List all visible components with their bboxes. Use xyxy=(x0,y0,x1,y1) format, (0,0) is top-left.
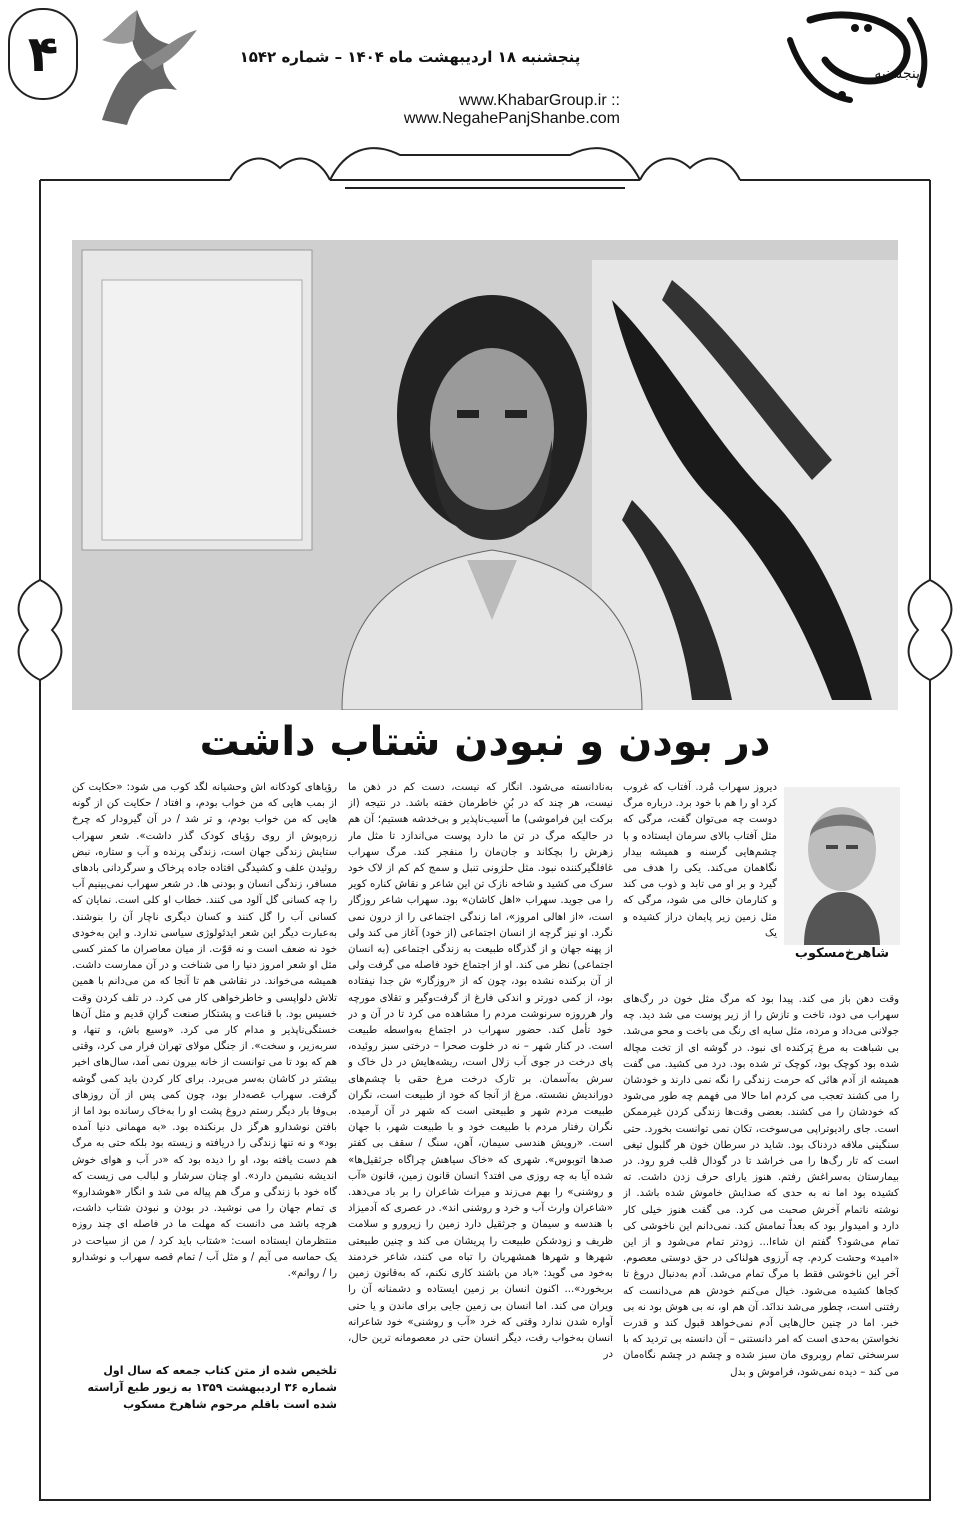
article-column-3 xyxy=(72,780,337,1360)
page-header xyxy=(0,0,970,130)
issue-date-line: پنجشنبه ۱۸ اردیبهشت ماه ۱۴۰۴ – شماره ۱۵۴۲ xyxy=(239,48,581,66)
negah-logo xyxy=(650,0,970,110)
author-caption: شاهرخ‌مسکوب xyxy=(794,946,890,961)
article-paragraph: به‌نادانسته می‌شود. انگار که نیست، دست کم در ذهن ما نیست، هر چند که در بُنِ خاطرمان خفته باشد. در نتیجه (از برکت این فراموشی) ما آسیب‌ناپذیر و بی‌خدشه هستیم؛ آن هم در حالیکه مرگ در تن ما دارد پوست می‌اندازد تا مثل مار زهرش را بچکاند و جان‌مان را منفجر کند. مرگ سهراب غافلگیرکننده نبود. مثل حلزونی تنبل و سمج کم کم از لاک خود سرک می کشید و شاخه نازک تن این شاعر و نقاش کناره کویر را می جوید. سهراب «اهل کاشان» بود. سهراب شاعر روزگار است، «از اهالی امروز»، اما زندگی اجتماعی را از درون نمی نگرد. او نیز گرچه از انسان اجتماعی (از خود) آغاز می کند ولی از پهنه جهان و از گذرگاه طبیعت به زندگی اجتماعی (به انسان اجتماعی) نظر می کند. او از اجتماع خود فاصله می گرفت ولی از آن برکنده نشده بود، چون که از «روزگار» ش جدا نیفتاده بود، از کمی دورتر و اندکی فارغ از گرفت‌وگیر و تقلای مورچه وار هرروزه سرنوشت مردم را مشاهده می کرد تا در آن و در خود تأمل کند. حضور سهراب در اجتماع به‌واسطه طبیعت است. در کنار شهر – نه در خلوت صحرا – درختی سبز روئیده، پای درخت در جوی آب زلال است، ریشه‌هایش در دل خاک و سرش به‌آسمان. بر تارک درخت مرغ حقی با چشم‌های دوراندیش نشسته. مرغ از آنجا که خود از طبیعت است، نگران طبیعت مردم شهر و طبیعتی است که شهر در آن آرمیده. نگران رفتار مردم با طبیعت خود و با طبیعت شهر، با جهان است. «رویش هندسی سیمان، آهن، سنگ / سقف بی کفتر صدها اتوبوس». شهری که «خاک سیاهش چراگاه جرثقیل‌ها» شده آیا به چه روزی می افتد؟ انسان قانون زمین، قانون «آب و روشنی» را بهم می‌زند و میراث شاعران را بر باد می‌دهد. «شاعران وارث آب و خرد و روشنی اند». در عصری که آدمیزاد با هندسه و سیمان و جرثقیل دارد زمین را زیرورو و سلامت ظریف و زودشکن طبیعت را پریشان می کند و چنین طبیعتی شهرها و شهرها همشهریان را تباه می کنند، شاعر خردمند به‌خود می گوید: «باد من باشند کاری نکنم، که به‌قانون زمین بربخورد»... اکنون انسان بر زمین ایستاده و دشمنانه آن را ویران می کند. اما انسان بی زمین جایی برای ماندن و یا حتی آواره شدن ندارد وقتی که خرد «آب و روشنی» خود شاعرانه انسان به‌خواب رفت، دیگر انسان حتی در معصومانه ترین حال، در xyxy=(348,782,613,1361)
article-column-1-top xyxy=(623,780,777,992)
website-line[interactable]: www.KhabarGroup.ir :: www.NegahePanjShanbe.com xyxy=(403,92,620,127)
article-paragraph: رؤیاهای کودکانه اش وحشیانه لگد کوب می شود: «حکایت کن از بمب هایی که من خواب بودم، و افتاد / حکایت کن از گونه هایی که من خواب بودم، و تر شد / در آن گیرودار که چرخ زره‌پوش از روی رؤیای کودک گذر داشت». شعر سهراب ستایش زندگی جهان است، زندگی پرنده و آب و ستاره، نبض روئیدن علف و کشیدگی افتاده جاده پرخاک و سرگردانی بادهای مسافر، زندگی انسان و بودنی ها. در شعر سهراب نمی‌بینیم آب را چه کسانی گل آلود می کنند. خطاب او کلی است. نمایان که کسانی آب را گل کنند و کسان دیگری ناچار آن را بنوشند. به‌عبارت دیگر این شعر ایدئولوژی سیاسی ندارد. و این به‌خودی خود نه ضعف است و نه قوّت. از میان معاصران ما کمتر کسی مثل او شعر امروز دنیا را می شناخت و در آن ممارست داشت. همیشه می‌خواند. در نقاشی هم تا آنجا که من می‌دانم با همین تلاش دلواپسی و خاطرخواهی کار می کرد. در تلف کردن وقت خسیس بود. با قناعت و پشتکار صنعت گرانِ قدیم و مثل آن‌ها خستگی‌ناپذیر و مدام کار می کرد. «وسیع باش، و تنها، و سربه‌زیر، و سخت». از جنگل مولای تهران فرار می کرد، وقتی هم که بود تا می توانست از خانه بیرون نمی آمد، سال‌های اخیر بیشتر در کاشان به‌سر می‌برد. برای کار کردن باید کمی گوشه گرفت. سهراب غصه‌دار بود، چون کمی پس از آن روزهای بی‌وفا بار دیگر رستم دروغ پشت او را به‌خاک رسانده بود اما از بافتن نوشدارو هرگز دل برنکنده بود. «به مهمانی دنیا آمده بود» و نه تنها زندگی را دریافته و زیسته بود بلکه حتی به مرگ هم دست یافته بود، او را دیده بود که «در آب و هوای خوش اندیشه نشیمن دارد». او چنان سرشار و لبالب می زیست که گاه خود با زندگی و مرگ هم پیاله می شد و انگار «هوشدارو» ی تمام جهان را می نوشید. در بودن و نبودن شتاب داشت، هرچه باشد می دانست که مهلت ما در فاصله ای چند روزه منتظرمان ایستاده است: «شتاب باید کرد / من از سیاحت در یک حماسه می آیم / و مثل آب / تمام قصه سهراب و نوشدارو را / روانم». xyxy=(72,782,337,1280)
article-paragraph: دیروز سهراب مُرد. آفتاب که غروب کرد او را هم با خود برد. درباره مرگ دوست چه می‌توان گفت، مرگی که مثل آفتاب بالای سرمان ایستاده و با چشم‌هایی گرسنه و همیشه بیدار نگاهمان می‌کند. یکی را هدف می گیرد و بر او می تابد و ذوب می کند و کنارمان خالی می شود، مرگی که مثل زمین زیر پایمان دراز کشیده و یک xyxy=(623,782,777,939)
article-paragraph: وقت دهن باز می کند. پیدا بود که مرگ مثل خون در رگ‌های سهراب می دود، تاخت و تازش را از زیر پوست می شد دید. چه جولانی می‌داد و مرده، مثل سایه ای رنگ می باخت و محو می‌شد. بی شباهت به مرغ پَرکنده ای نبود. در گوشه ای از تخت مچاله شده بود کوچک بود، کوچک تر شده بود. درد می کشید. می گفت همیشه از آدم هائی که حرمت زندگی را نگه نمی دارند و خودشان را می کشند تعجب می کردم اما حالا می فهمم چه طور می‌شود که خودشان را می کشند. بعضی وقت‌ها زندگی کردن غیرممکن است. جای رادیوتراپی می‌سوخت، تکان نمی توانست بخورد. حتی سنگینی ملافه دردناک بود. شاید در سرطان خون هر گلبول تیغی است که تار رگ‌ها را می خراشد تا در گودال قلب فرو رود. در بیمارستان به‌سراغش رفتم. هنوز یارای حرف زدن داشت. ته کشیده بود اما نه به حدی که صدایش خاموش شده باشد. از نوشته ناتمام آخرش صحبت می کرد. می گفت هنوز خیلی کار دارد و امیدوار بود که بعداً تمامش کند. نمی‌دانم این ناخوشی کی تمام می‌شود؟ گفتم ان شاءا... زودتر تمام می‌شود و از این «امید» وحشت کردم. چه آرزوی هولناکی در حق دوستی معصوم. آخر این ناخوشی فقط با مرگ تمام می‌شد. آدم به‌دنبال دروغ تا کجاها کشیده می‌شود. خیال می‌کنم خودش هم می‌دانست که رفتنی است، چطور می‌شد ندانَد. آن هم او، نه بی هوش بود نه بی خبر. اما در چنین حال‌هایی آدم نمی‌خواهد قبول کند و قدرت نخواستن به‌حدی است که امر دانستنی – آن دانسته بی تردید که با سرسختی تمام روبروی مان سبز شده و چشم در چشم نگاه‌مان می کند – دیده نمی‌شود، فراموش و بدل xyxy=(623,994,899,1378)
article-column-2 xyxy=(348,780,613,1475)
article-title: در بودن و نبودن شتاب داشت xyxy=(199,719,771,765)
phoenix-emblem-icon xyxy=(82,0,202,130)
sohrab-sepehri-photo xyxy=(72,240,898,710)
source-footnote: تلخیص شده از متن کتاب جمعه که سال اول شماره ۳۶ اردیبهشت ۱۳۵۹ به زیور طبع آراسته شده است باقلم مرحوم شاهرخ مسکوب xyxy=(87,1364,337,1411)
logo-subtitle: پنجشنبه xyxy=(874,66,920,82)
author-portrait xyxy=(784,787,900,945)
page-number: ۴ xyxy=(8,8,78,100)
article-column-1 xyxy=(623,992,899,1470)
